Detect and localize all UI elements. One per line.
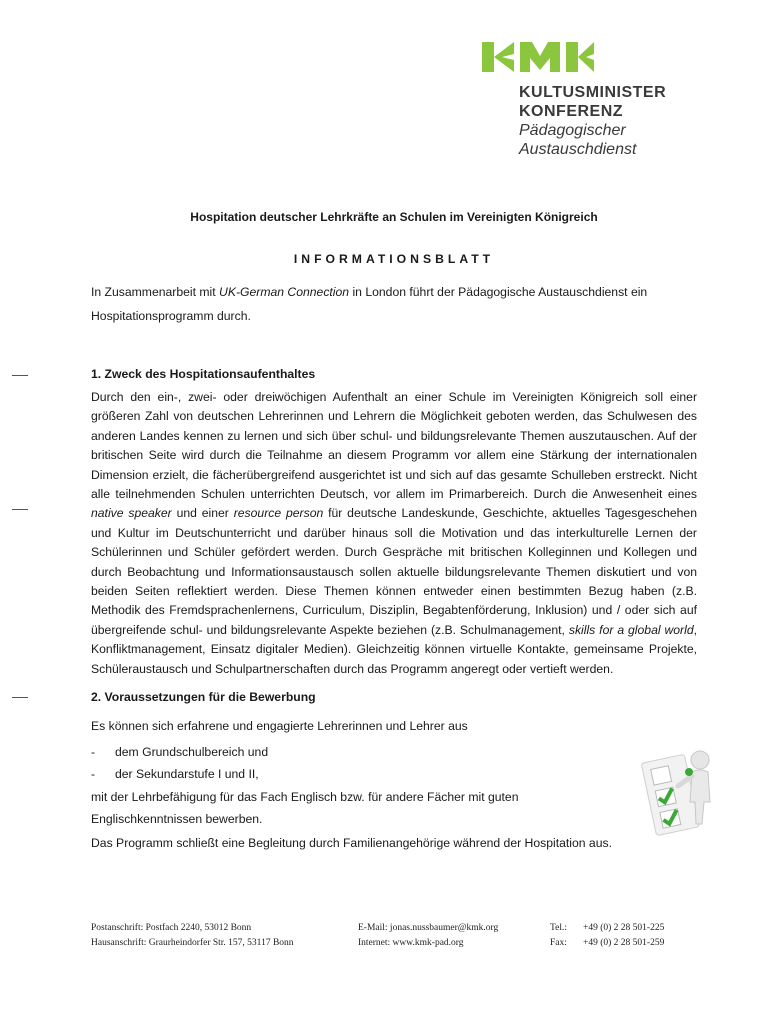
document-subtitle: INFORMATIONSBLATT [293,252,495,266]
logo-dept-line1: Pädagogischer [519,122,626,139]
list-item [91,741,611,763]
section1-text-c: für deutsche Landeskunde, Geschichte, aktuelles Tagesgeschehen und Kultur im Deutschunterricht und darüber hinaus soll die Motivation und das interkulturelle Lernen der Schülerinnen und Schüler gefördert werden. Durch Gespräche mit britischen Kolleginnen und Kollegen und durch Beobachtung und Informationsaustausch sollen aktuelle bildungsrelevante Themen diskutiert und von beiden Seiten reflektiert werden. Diese Themen können entweder einen bestimmten Bezug haben (z.B. Methodik des Fremdsprachenlernens, Curriculum, Disziplin, Begabtenförderung, Inklusion) und / oder sich auf übergreifende schul- und bildungsrelevante Aspekte beziehen (z.B. Schulmanagement, [91,506,697,637]
tel-number: +49 (0) 2 28 501-225 [583,923,665,933]
section2-heading: 2. Voraussetzungen für die Bewerbung [91,690,316,704]
fold-mark [12,375,28,376]
list-dash: - [91,745,96,759]
fax-number: +49 (0) 2 28 501-259 [583,938,665,948]
logo-wordmark [519,83,666,159]
family-note: Das Programm schließt eine Begleitung durch Familienangehörige während der Hospitation aus. [91,836,612,850]
section1-emphasis-skills: skills for a global world [568,622,694,637]
list-item [91,763,611,785]
checklist-figure-illustration [630,738,730,838]
section1-text-d: , Konfliktmanagement, Einsatz digitaler Medien). Gleichzeitig können virtuelle Kontakte, gemeinsame Projekte, Schüleraustausch und Schulpartnerschaften durch das Programm angeregt oder vertieft werden. [91,622,697,676]
tel-label: Tel.: [550,923,568,933]
logo-dept-line2: Austauschdienst [519,141,637,158]
house-address: Hausanschrift: Graurheindorfer Str. 157, 53117 Bonn [91,938,294,948]
intro-paragraph [91,281,651,328]
fold-mark [12,697,28,698]
intro-text-start: In Zusammenarbeit mit [91,285,220,299]
partner-name: UK-German Connection [219,285,350,299]
eligibility-list [91,741,611,785]
section1-emphasis-native: native speaker [91,506,172,521]
postal-address: Postanschrift: Postfach 2240, 53012 Bonn [91,923,252,933]
website-link[interactable]: Internet: www.kmk-pad.org [358,938,464,948]
section1-text-a: Durch den ein-, zwei- oder dreiwöchigen Aufenthalt an einer Schule im Vereinigten Königreich soll einer größeren Zahl von deutschen Lehrerinnen und Lehrern die Möglichkeit geboten werden, das Schulwesen des anderen Landes kennen zu lernen und sich über schul- und bildungsrelevante Themen auszutauschen. Auf der britischen Seite wird durch die Teilnahme an diesem Programm vor allem eine Stärkung der internationalen Dimension erzielt, die fächerübergreifend ausgerichtet ist und sich auf das gesamte Schulleben erstreckt. Nicht alle teilnehmenden Schulen unterrichten Deutsch, vor allem im Primarbereich. Durch die Anwesenheit eines [91,390,697,502]
list-item-text: dem Grundschulbereich und [115,745,269,759]
section1-text-b: und einer [171,506,234,521]
logo-name-line2: KONFERENZ [519,103,624,120]
email-link[interactable]: E-Mail: jonas.nussbaumer@kmk.org [358,923,499,933]
list-dash: - [91,767,96,781]
footer-phone-numbers [583,921,664,951]
footer-contact [358,921,498,951]
section2-lead: Es können sich erfahrene und engagierte Lehrerinnen und Lehrer aus [91,719,468,733]
fold-mark [12,509,28,510]
footer-address [91,921,294,951]
section1-heading: 1. Zweck des Hospitationsaufenthaltes [91,367,316,381]
logo-name-line1: KULTUSMINISTER [519,84,667,101]
fax-label: Fax: [550,938,567,948]
document-title: Hospitation deutscher Lehrkräfte an Schulen im Vereinigten Königreich [190,210,598,224]
footer-phone-labels [550,921,567,951]
list-item-text: der Sekundarstufe I und II, [115,767,259,781]
intro-text-end: in London führt der Pädagogische Austauschdienst ein Hospitationsprogramm durch. [91,285,648,323]
section1-emphasis-resource: resource person [233,506,324,521]
section1-body [91,388,697,679]
requirement-text: mit der Lehrbefähigung für das Fach Englisch bzw. für andere Fächer mit guten Englischkenntnissen bewerben. [91,790,519,826]
